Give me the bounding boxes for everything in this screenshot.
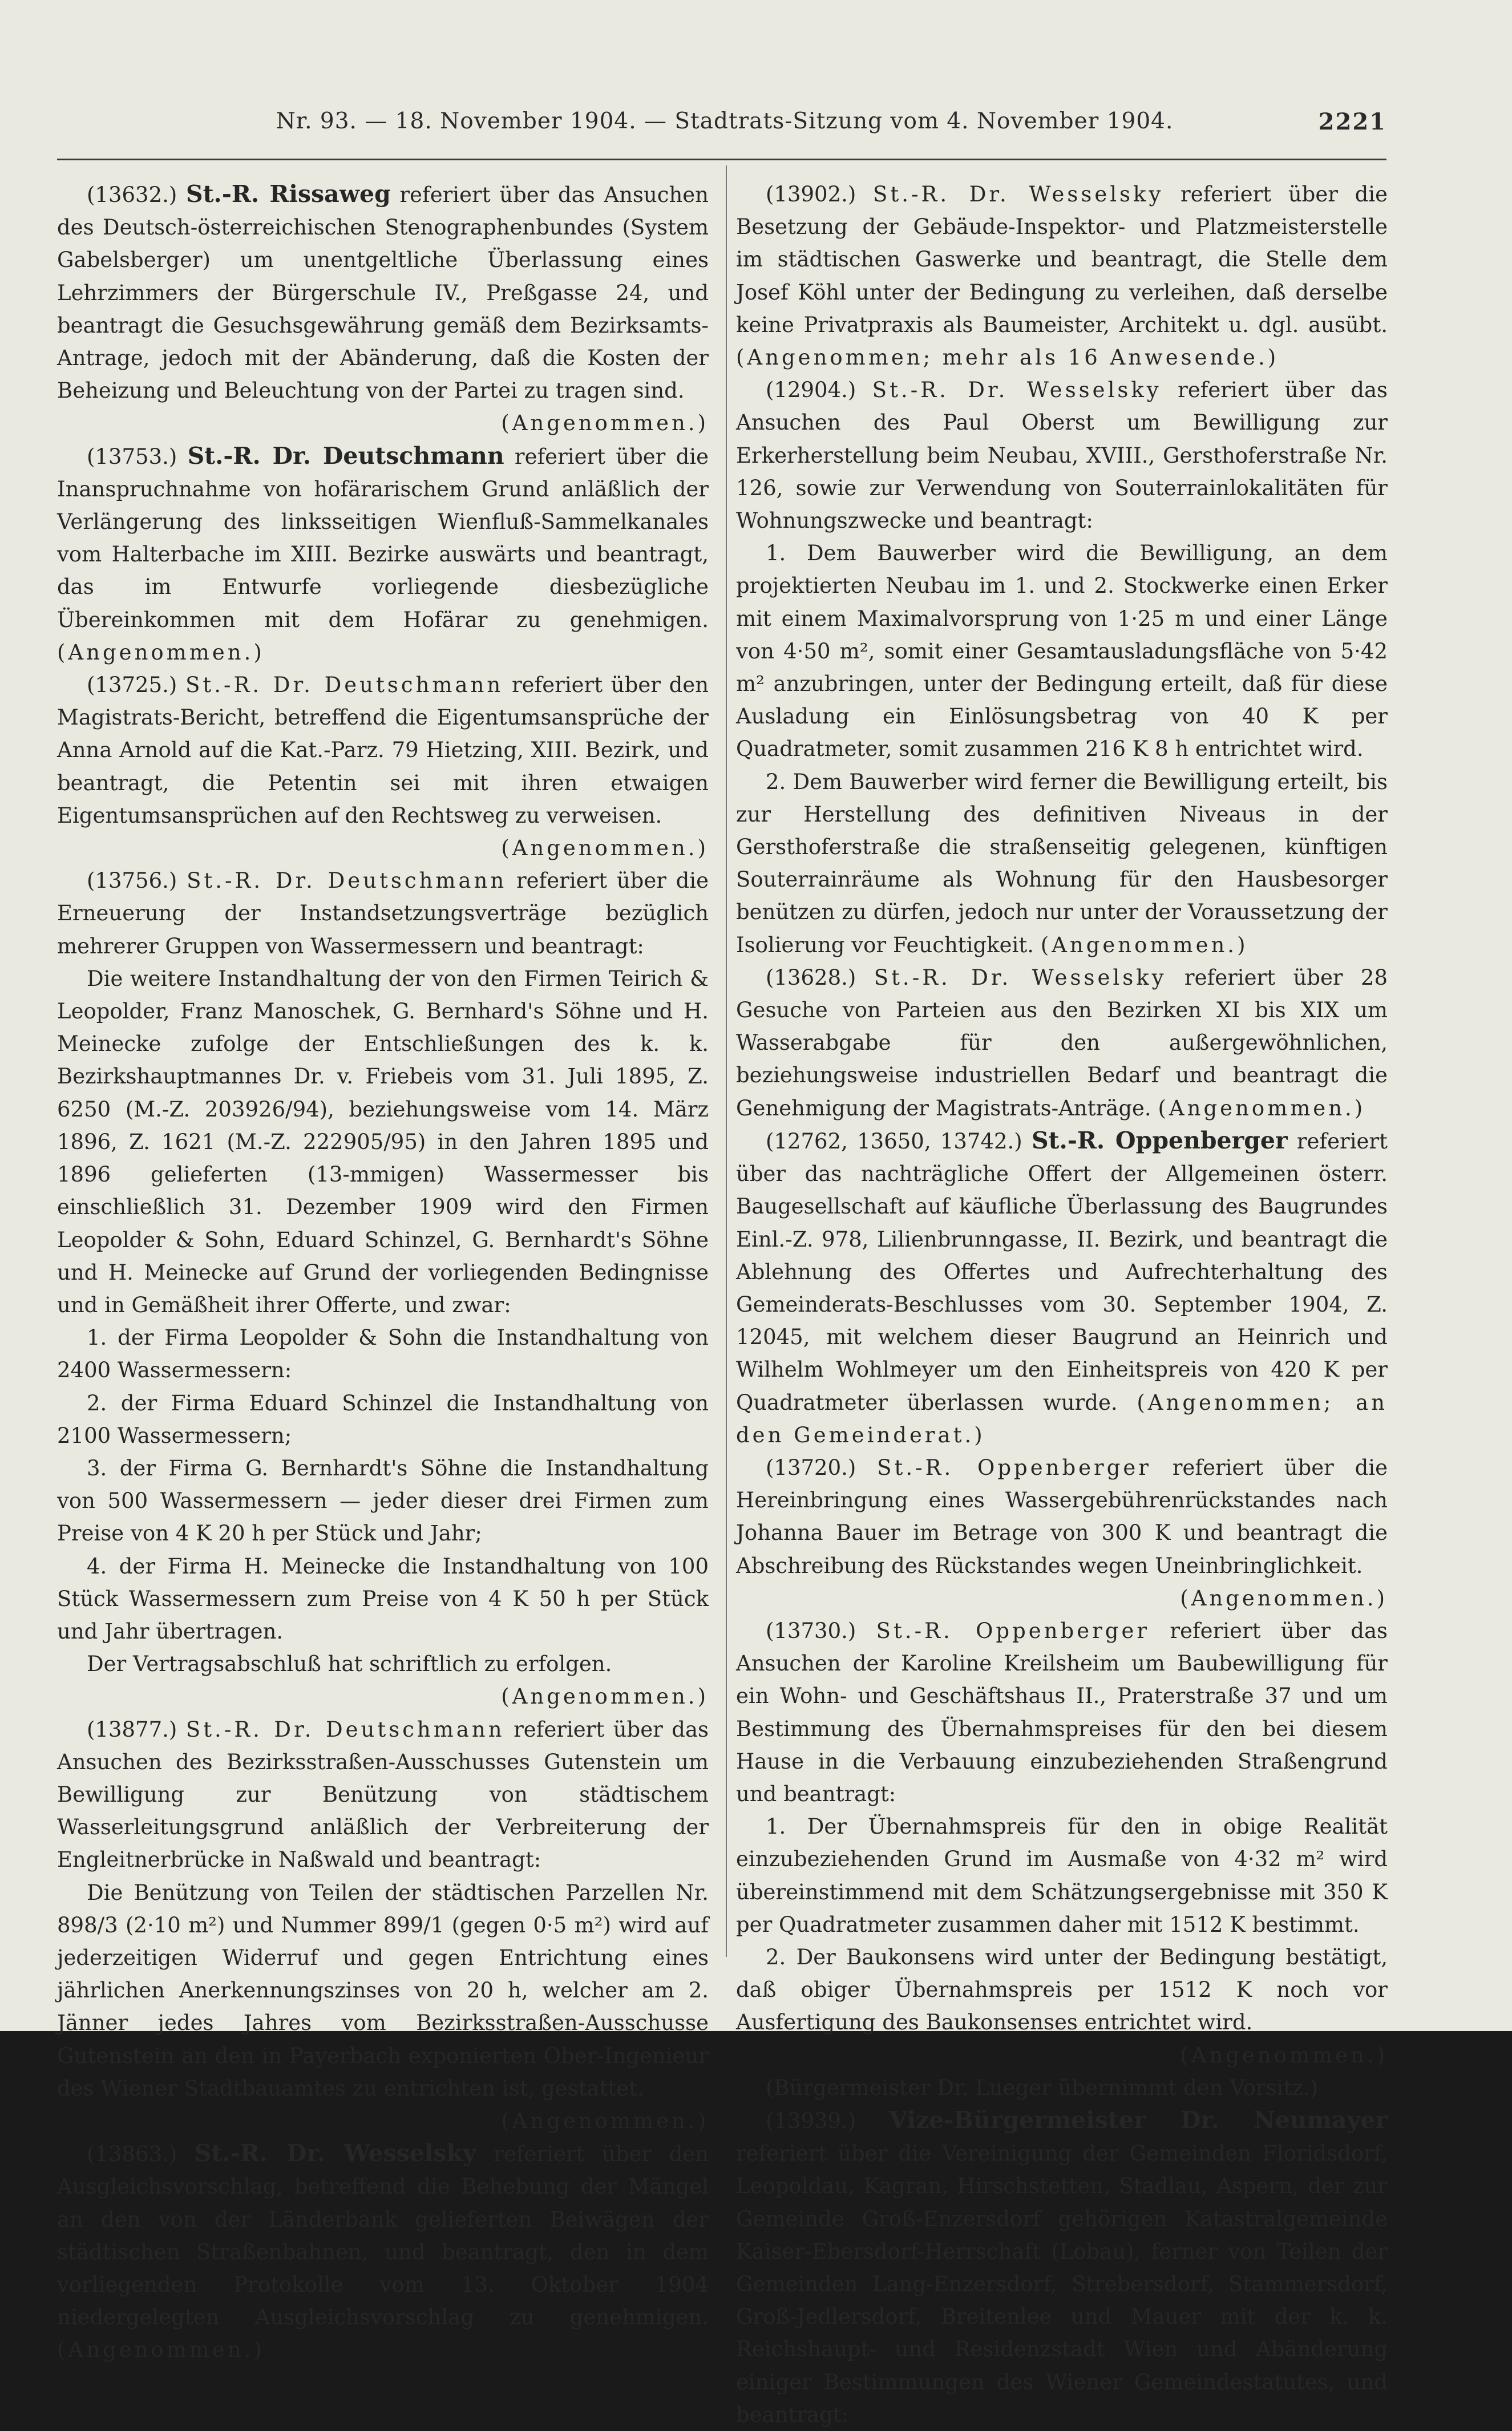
entry-13863 (57, 2137, 709, 2366)
entry-number: (13902.) (766, 182, 856, 207)
entry-speaker: St.-R. Oppenberger (877, 1455, 1151, 1480)
result-accepted: (Angenommen.) (1040, 932, 1248, 957)
entry-heading: St.-R. Dr. Deutschmann (187, 442, 504, 470)
entry-number: (13756.) (87, 868, 177, 893)
result-accepted: (Angenommen.) (501, 2108, 709, 2133)
entry-text: referiert über den Magistrats-Bericht, betreffend die Eigentumsansprüche der Anna Arnold auf die Kat.-Parz. 79 Hietzing, XIII. Bezirk, und beantragt, die Petentin sei mit ihren etwaigen Eigentumsansprüchen auf den Rechtsweg zu verweisen. (57, 673, 709, 828)
entry-heading: St.-R. Oppenberger (1032, 1126, 1288, 1154)
list-item (736, 766, 1388, 961)
list-item: 1. der Firma Leopolder & Sohn die Instandhaltung von 2400 Wassermessern: (57, 1325, 709, 1383)
result-accepted: (Angenommen.) (501, 411, 709, 436)
entry-number: (13939.) (766, 2108, 856, 2133)
entry-13628 (736, 961, 1388, 1125)
entry-13725 (57, 669, 709, 864)
entry-number: (12904.) (766, 378, 856, 403)
header-title: Nr. 93. — 18. November 1904. — Stadtrats-Sitzung vom 4. November 1904. (276, 108, 1174, 134)
entry-number: (13632.) (87, 183, 177, 207)
entry-speaker: St.-R. Dr. Wesselsky (873, 182, 1164, 207)
entry-13632 (57, 178, 709, 440)
list-item: 1. Dem Bauwerber wird die Bewilligung, an dem projektierten Neubau im 1. und 2. Stockwerke einen Erker mit einem Maximalvorsprung von 1·25 m und einer Länge von 4·50 m², somit einer Gesamtausladungsfläche von 5·42 m² anzubringen, unter der Bedingung erteilt, daß für diese Ausladung ein Einlösungsbetrag von 40 K per Quadratmeter, somit zusammen 216 K 8 h entrichtet wird. (736, 541, 1388, 762)
entry-number: (13877.) (87, 1717, 177, 1742)
page-header (63, 108, 1386, 148)
entry-text: referiert über die Erneuerung der Instandsetzungsverträge bezüglich mehrerer Gruppen von Wassermessern und beantragt: (57, 868, 709, 958)
result-accepted: (Angenommen.) (1180, 2042, 1388, 2068)
entry-heading: St.-R. Dr. Wesselsky (194, 2139, 476, 2167)
entry-text: referiert über das Ansuchen des Deutsch-österreichischen Stenographenbundes (System Gabelsberger) um unentgeltliche Überlassung eines Lehrzimmers der Bürgerschule IV., Preßgasse 24, und beantragt die Gesuchsgewährung gemäß dem Bezirksamts-Antrage, jedoch mit der Abänderung, daß die Kosten der Beheizung und Beleuchtung von der Partei zu tragen sind. (57, 183, 709, 403)
result-line (57, 2105, 709, 2137)
entry-number: (13730.) (766, 1618, 856, 1643)
entry-13753 (57, 440, 709, 669)
result-accepted: (Angenommen.) (57, 2337, 265, 2363)
paragraph: Die Benützung von Teilen der städtischen Parzellen Nr. 898/3 (2·10 m²) und Nummer 899/1 (gegen 0·5 m²) wird auf jederzeitigen Widerruf und gegen Entrichtung eines jährlichen Anerkennungszinses von 20 h, welcher am 2. Jänner jedes Jahres vom Bezirksstraßen-Ausschusse Gutenstein an den in Payerbach exponierten Ober-Ingenieur des Wiener Stadtbauamtes zu entrichten ist, gestattet. (57, 1880, 709, 2101)
entry-text: referiert über das Ansuchen des Paul Oberst um Bewilligung zur Erkerherstellung beim Neubau, XVIII., Gersthoferstraße Nr. 126, sowie zur Verwendung von Souterrainlokalitäten für Wohnungszwecke und beantragt: (736, 378, 1388, 533)
result-accepted: (Angenommen; an den Gemeinderat.) (736, 1390, 1388, 1447)
entry-13756 (57, 864, 709, 962)
entry-13902 (736, 178, 1388, 374)
entry-number: (13863.) (87, 2142, 177, 2167)
entry-text: referiert über das Ansuchen der Karoline Kreilsheim um Baubewilligung für ein Wohn- und Geschäftshaus II., Praterstraße 37 und um Bestimmung des Übernahmspreises für den bei diesem Hause in die Verbauung einzubeziehenden Straßengrund und beantragt: (736, 1618, 1388, 1806)
entry-speaker: St.-R. Dr. Wesselsky (874, 965, 1167, 990)
entry-speaker: St.-R. Dr. Deutschmann (185, 1717, 505, 1742)
result-accepted: (Angenommen; mehr als 16 Anwesende.) (736, 345, 1279, 370)
entry-text: referiert über das Ansuchen des Bezirksstraßen-Ausschusses Gutenstein um Bewilligung zur Benützung von städtischem Wasserleitungsgrund anläßlich der Verbreiterung der Engleitnerbrücke in Naßwald und beantragt: (57, 1717, 709, 1872)
result-accepted: (Angenommen.) (501, 836, 709, 861)
entry-13720 (736, 1451, 1388, 1615)
result-accepted: (Angenommen.) (1158, 1095, 1366, 1121)
result-accepted: (Angenommen.) (57, 640, 265, 665)
list-item-text: 2. Dem Bauwerber wird ferner die Bewilligung erteilt, bis zur Herstellung des definitiven Niveaus in der Gersthoferstraße die straßenseitig gelegenen, künftigen Souterrainräume als Wohnung für den Hausbesorger benützen zu dürfen, jedoch nur unter der Voraussetzung der Isolierung vor Feuchtigkeit. (736, 769, 1388, 957)
entry-number: (13725.) (87, 673, 177, 698)
result-accepted: (Angenommen.) (1180, 1585, 1388, 1611)
entry-text: referiert über den Ausgleichsvorschlag, betreffend die Behebung der Mängel an den von der Länderbank gelieferten Beiwägen der städtischen Straßenbahnen, und beantragt, den in dem vorliegenden Protokolle vom 13. Oktober 1904 niedergelegten Ausgleichsvorschlag zu genehmigen. (57, 2142, 709, 2330)
paragraph: Der Vertragsabschluß hat schriftlich zu erfolgen. (87, 1652, 612, 1677)
list-item-text: 2. Der Baukonsens wird unter der Bedingung bestätigt, daß obiger Übernahmspreis per 1512 K noch vor Ausfertigung des Baukonsenses entrichtet wird. (736, 1944, 1388, 2035)
entry-12762 (736, 1125, 1388, 1451)
entry-heading: Vize-Bürgermeister Dr. Neumayer (889, 2106, 1388, 2134)
chair-note: (Bürgermeister Dr. Lueger übernimmt den Vorsitz.) (766, 2075, 1318, 2100)
entry-text: referiert über die Inanspruchnahme von hofärarischem Grund anläßlich der Verlängerung des linksseitigen Wienfluß-Sammelkanales vom Halterbache im XIII. Bezirke auswärts und beantragt, das im Entwurfe vorliegende diesbezügliche Übereinkommen mit dem Hofärar zu genehmigen. (57, 444, 709, 632)
entry-speaker: St.-R. Dr. Deutschmann (185, 673, 504, 698)
entry-number: (12762, 13650, 13742.) (766, 1128, 1022, 1154)
entry-speaker: St.-R. Oppenberger (876, 1618, 1150, 1643)
entry-text: referiert über die Hereinbringung eines Wassergebührenrückstandes nach Johanna Bauer im Betrage von 300 K und beantragt die Abschreibung des Rückstandes wegen Uneinbringlichkeit. (736, 1455, 1388, 1578)
page-number: 2221 (1318, 108, 1386, 135)
header-rule (57, 159, 1386, 160)
entry-12904 (736, 374, 1388, 537)
entry-13877 (57, 1713, 709, 1876)
entry-number: (13720.) (766, 1455, 856, 1480)
entry-number: (13628.) (766, 965, 856, 990)
entry-number: (13753.) (87, 444, 177, 469)
list-item: 4. der Firma H. Meinecke die Instandhaltung von 100 Stück Wassermessern zum Preise von 4 K 50 h per Stück und Jahr übertragen. (57, 1554, 709, 1644)
entry-text: referiert über das nachträgliche Offert der Allgemeinen österr. Baugesellschaft auf käufliche Überlassung des Baugrundes Einl.-Z. 978, Lilienbrunngasse, II. Bezirk, und beantragt die Ablehnung des Offertes und Aufrechterhaltung des Gemeinderats-Beschlusses vom 30. September 1904, Z. 12045, mit welchem dieser Baugrund an Heinrich und Wilhelm Wohlmeyer um den Einheitspreis von 420 K per Quadratmeter überlassen wurde. (736, 1128, 1388, 1415)
right-column (736, 178, 1388, 2431)
result-line (57, 1680, 709, 1713)
column-divider (726, 165, 727, 1957)
entry-text: referiert über die Vereinigung der Gemeinden Floridsdorf, Leopoldau, Kagran, Hirschstetten, Stadlau, Aspern, der zur Gemeinde Groß-Enzersdorf gehörigen Katastralgemeinde Kaiser-Ebersdorf-Herrschaft (Lobau), ferner von Teilen der Gemeinden Lang-Enzersdorf, Strebersdorf, Stammersdorf, Groß-Jedlersdorf, Breitenlee und Mauer mit der k. k. Reichshaupt- und Residenzstadt Wien und Abänderung einiger Bestimmungen des Wiener Gemeindestatutes, und beantragt: (736, 2141, 1388, 2427)
list-item: 2. der Firma Eduard Schinzel die Instandhaltung von 2100 Wassermessern; (57, 1390, 709, 1448)
list-item: 3. der Firma G. Bernhardt's Söhne die Instandhaltung von 500 Wassermessern — jeder dieser drei Firmen zum Preise von 4 K 20 h per Stück und Jahr; (57, 1455, 709, 1546)
entry-speaker: St.-R. Dr. Deutschmann (187, 868, 507, 893)
entry-speaker: St.-R. Dr. Wesselsky (872, 378, 1162, 403)
list-item (736, 1941, 1388, 2072)
entry-13939 (736, 2104, 1388, 2431)
left-column (57, 178, 709, 2367)
entry-heading: St.-R. Rissaweg (186, 180, 391, 208)
entry-text: referiert über die Besetzung der Gebäude-Inspektor- und Platzmeisterstelle im städtischen Gaswerke und beantragt, die Stelle dem Josef Köhl unter der Bedingung zu verleihen, daß derselbe keine Privatpraxis als Baumeister, Architekt u. dgl. ausübt. (736, 182, 1388, 337)
entry-text: referiert über 28 Gesuche von Parteien aus den Bezirken XI bis XIX um Wasserabgabe für den außergewöhnlichen, beziehungsweise industriellen Bedarf und beantragt die Genehmigung der Magistrats-Anträge. (736, 965, 1388, 1121)
entry-13730 (736, 1615, 1388, 1810)
paragraph: Die weitere Instandhaltung der von den Firmen Teirich & Leopolder, Franz Manoschek, G. Bernhard's Söhne und H. Meinecke zufolge der Entschließungen des k. k. Bezirkshauptmannes Dr. v. Friebeis vom 31. Juli 1895, Z. 6250 (M.-Z. 203926/94), beziehungsweise vom 14. März 1896, Z. 1621 (M.-Z. 222905/95) in den Jahren 1895 und 1896 gelieferten (13-mmigen) Wassermesser bis einschließlich 31. Dezember 1909 wird den Firmen Leopolder & Sohn, Eduard Schinzel, G. Bernhardt's Söhne und H. Meinecke auf Grund der vorliegenden Bedingnisse und in Gemäßheit ihrer Offerte, und zwar: (57, 966, 709, 1317)
result-accepted: (Angenommen.) (501, 1684, 709, 1709)
list-item: 1. Der Übernahmspreis für den in obige Realität einzubeziehenden Grund im Ausmaße von 4·32 m² wird übereinstimmend mit dem Schätzungsergebnisse mit 350 K per Quadratmeter zusammen daher mit 1512 K bestimmt. (736, 1814, 1388, 1937)
